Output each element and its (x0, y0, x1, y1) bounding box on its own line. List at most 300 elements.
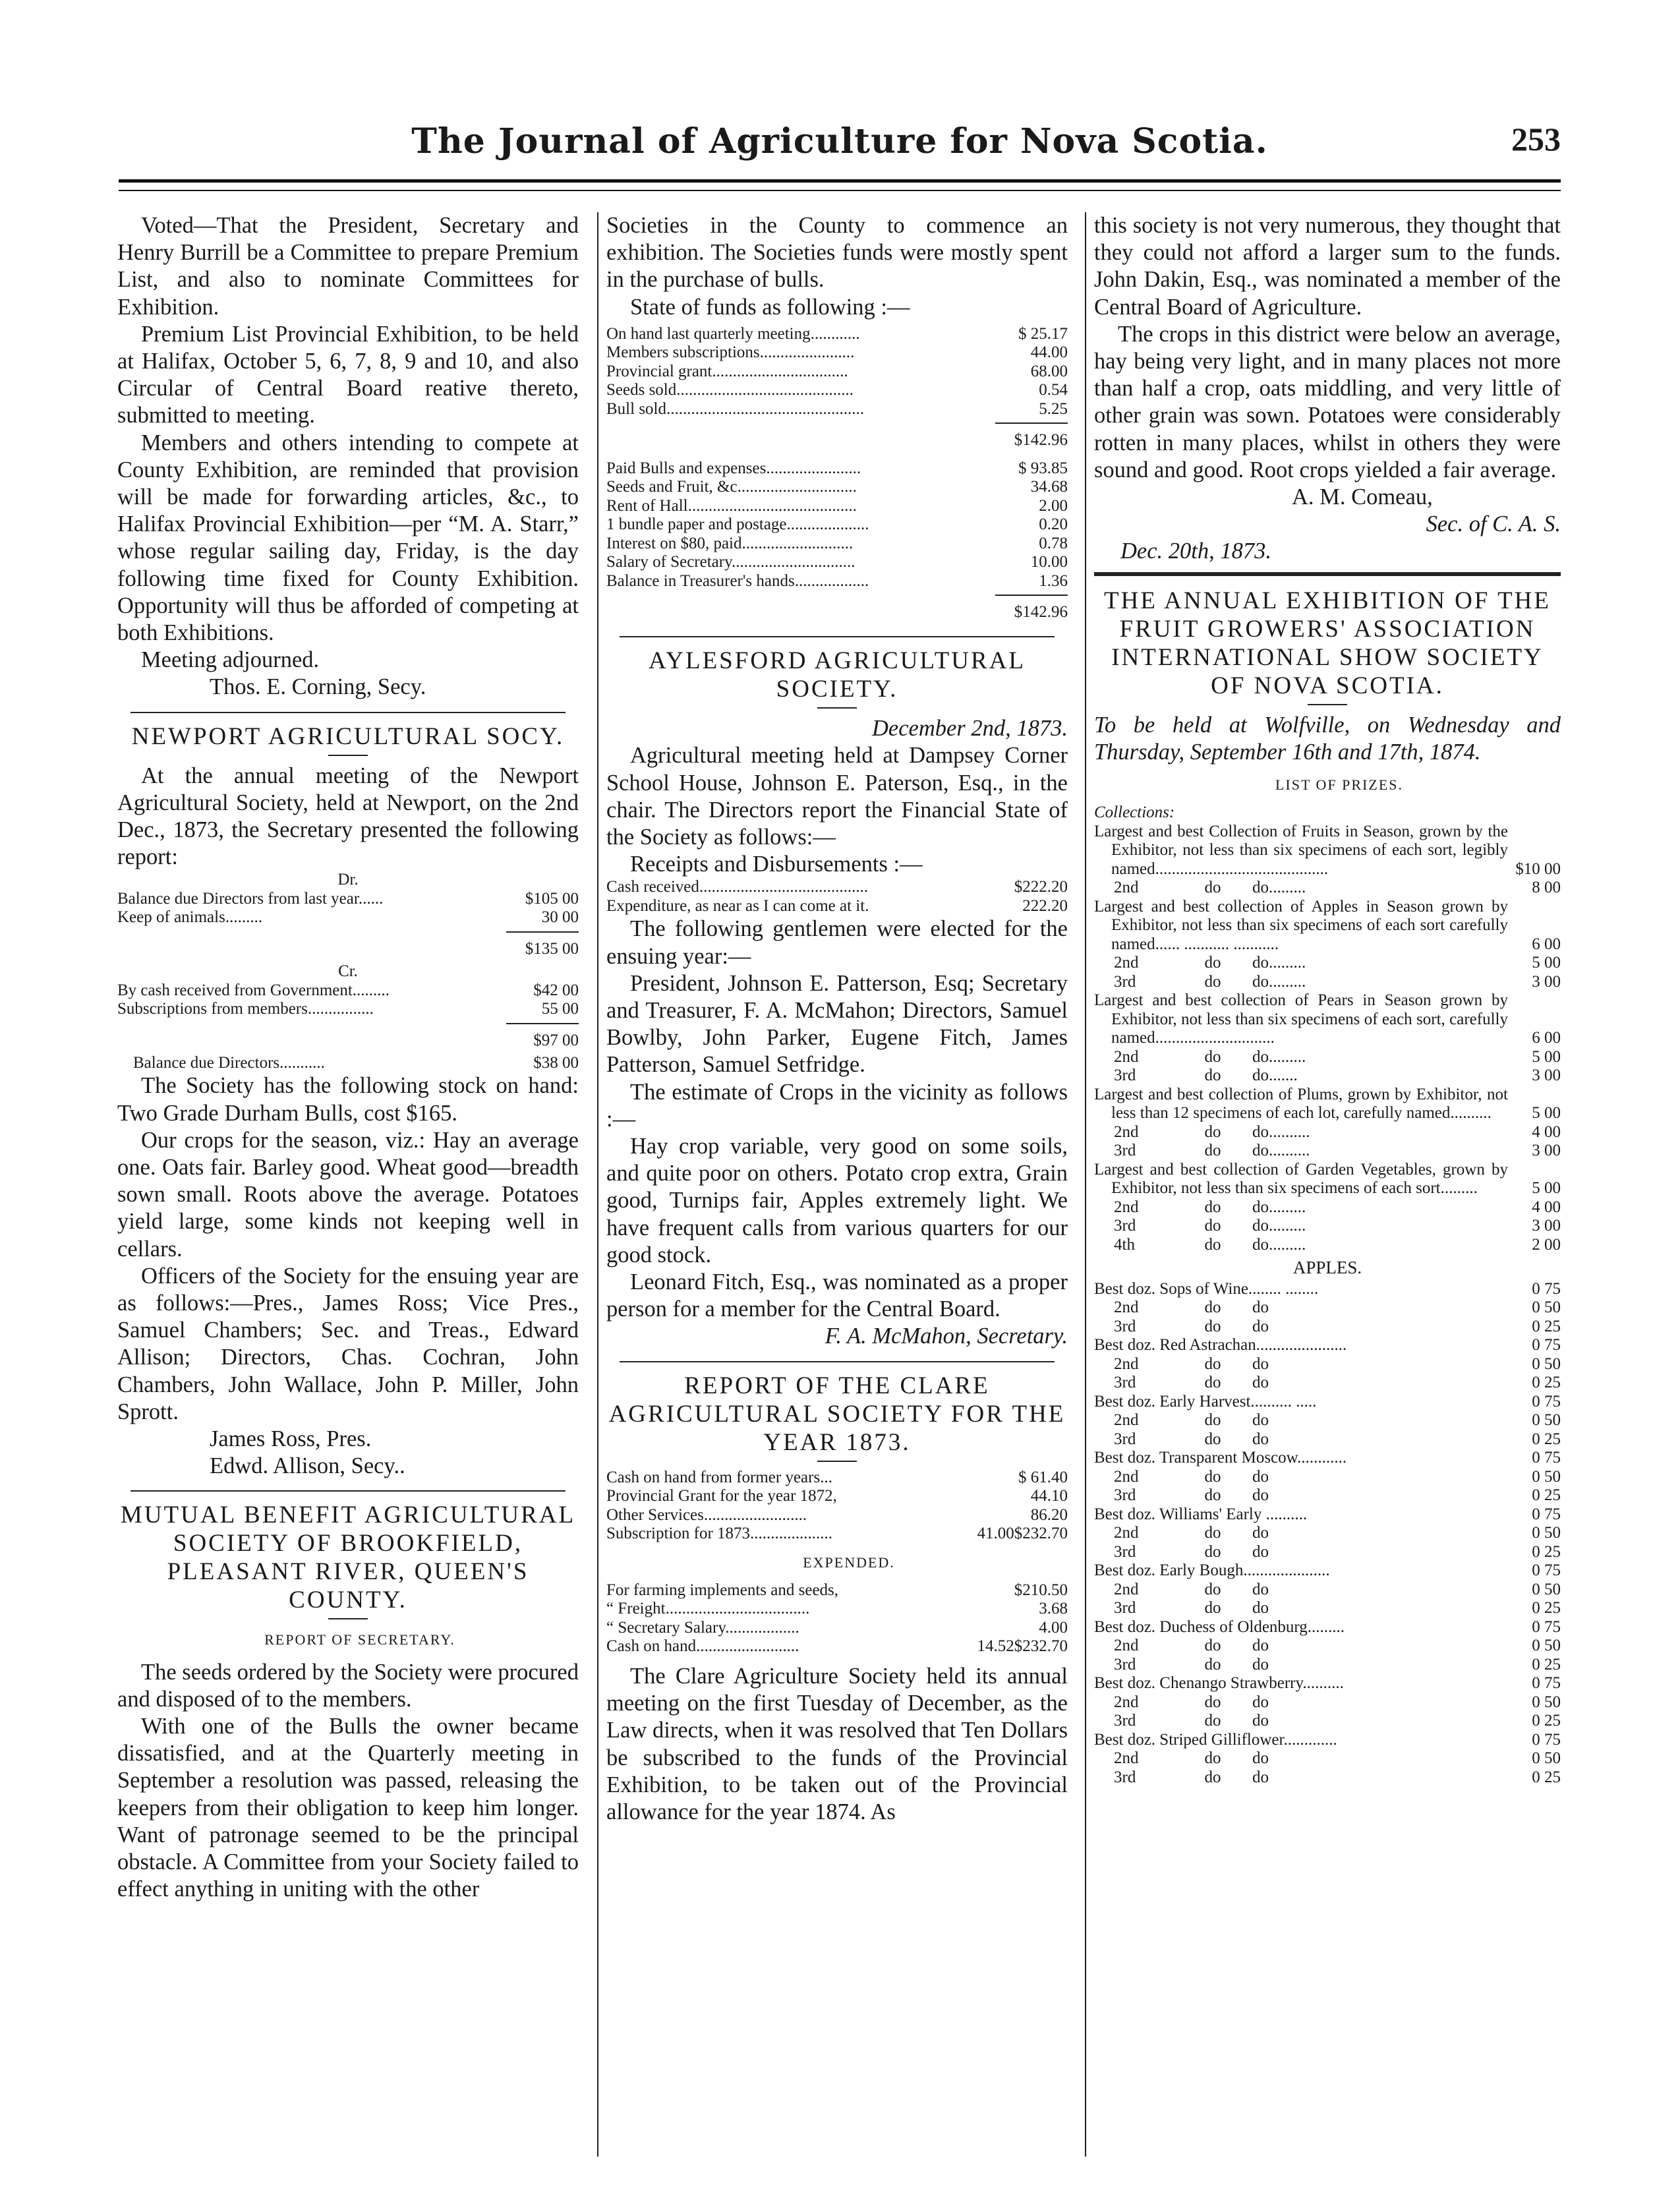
section-rule (620, 1361, 1055, 1362)
prize-value: $10 00 (1515, 859, 1561, 878)
row-value: 10.00 (1030, 553, 1068, 571)
apple-entry (1094, 1505, 1561, 1562)
prize-cell: 3rd (1114, 1599, 1136, 1617)
prize-cell: do (1204, 1317, 1221, 1335)
prize-list (1094, 823, 1561, 1255)
prize-cell: do (1204, 1768, 1221, 1786)
table-row (606, 515, 1068, 535)
prize-row (1094, 1236, 1561, 1255)
short-rule (817, 1461, 857, 1462)
list-heading: LIST OF PRIZES. (1275, 776, 1403, 794)
section-heading: REPORT OF THE CLARE AGRICULTURAL SOCIETY FOR THE YEAR 1873. (608, 1372, 1066, 1456)
table-row (606, 1637, 1068, 1656)
prize-entry (1094, 991, 1561, 1086)
date-text: Dec. 20th, 1873. (1120, 538, 1272, 564)
prize-entry (1094, 898, 1561, 992)
prize-cell: 0 25 (1532, 1655, 1561, 1674)
prize-cell: do (1252, 1430, 1269, 1448)
row-label: Expenditure, as near as I can come at it. (606, 896, 869, 915)
prize-cell: do (1204, 1142, 1221, 1160)
row-value: 5.25 (1039, 399, 1068, 418)
prize-cell: do (1252, 1317, 1269, 1335)
prize-cell: 2nd (1114, 879, 1139, 897)
subheading: EXPENDED. (803, 1554, 895, 1571)
cr-table (117, 981, 579, 1019)
prize-cell: do (1252, 1580, 1269, 1598)
prize-cell: do......... (1252, 1047, 1306, 1066)
prize-cell: do (1204, 1374, 1221, 1392)
row-label: Cash on hand from former years... (606, 1468, 832, 1486)
prize-cell: 0 25 (1532, 1374, 1561, 1392)
prize-cell: 2nd (1114, 1524, 1139, 1542)
prize-cell: 0 25 (1532, 1430, 1561, 1448)
row-value: $210.50 (1014, 1581, 1068, 1599)
prize-cell: do....... (1252, 1066, 1298, 1085)
prize-cell: do (1204, 1749, 1221, 1768)
apple-entry (1094, 1731, 1561, 1788)
row-label: Interest on $80, paid........................... (606, 534, 854, 552)
prize-description: Largest and best collection of Plums, grown by Exhibitor, not less than 12 specimens of each lot, carefully named.......... (1094, 1085, 1508, 1122)
prize-value: 0 75 (1532, 1730, 1561, 1749)
prize-cell: 2nd (1114, 1354, 1139, 1373)
prize-cell: 0 25 (1532, 1712, 1561, 1730)
row-value: 2.00 (1039, 496, 1068, 515)
prize-cell: 0 50 (1532, 1580, 1561, 1598)
table-row (117, 1054, 579, 1073)
row-value: $42 00 (533, 981, 579, 999)
prize-row (1094, 1731, 1561, 1750)
prize-cell: 0 50 (1532, 1354, 1561, 1373)
prize-row (1094, 1524, 1561, 1543)
prize-cell: do (1252, 1467, 1269, 1486)
table-total: $142.96 (995, 422, 1068, 453)
paragraph: At the annual meeting of the Newport Agricultural Society, held at Newport, on the 2nd Dec., 1873, the Secretary presented the following report: (117, 763, 579, 870)
prize-row (1094, 1561, 1561, 1581)
table-row (606, 878, 1068, 897)
table-row (606, 1600, 1068, 1619)
prize-cell: 3rd (1114, 972, 1136, 991)
row-value: $ 25.17 (1018, 324, 1068, 343)
prize-cell: 2nd (1114, 1749, 1139, 1768)
row-value: 0.20 (1039, 515, 1068, 534)
prize-row (1094, 973, 1561, 992)
prize-cell: 3 00 (1532, 972, 1561, 991)
table-row (606, 363, 1068, 382)
prize-row (1094, 1712, 1561, 1731)
prize-cell: do (1252, 1599, 1269, 1617)
column-2 (606, 212, 1068, 1826)
prize-cell: 3 00 (1532, 1217, 1561, 1235)
row-label: “ Secretary Salary.................. (606, 1618, 799, 1637)
prize-cell: do......... (1252, 1217, 1306, 1235)
prize-cell: do (1204, 1198, 1221, 1216)
table-row (606, 553, 1068, 572)
prize-cell: do (1252, 1693, 1269, 1711)
section-rule (130, 712, 566, 713)
prize-cell: 2nd (1114, 1411, 1139, 1430)
paragraph: Agricultural meeting held at Dampsey Corner School House, Johnson E. Paterson, Esq., in the chair. The Directors report the Financial State of the Society as follows:— (606, 743, 1068, 850)
table-row (606, 459, 1068, 479)
prize-row (1094, 1674, 1561, 1693)
paragraph: The crops in this district were below an average, hay being very light, and in many places not more than half a crop, oats middling, and very little of other grain was sown. Potatoes were considerably rotten in many places, whilst in others they were sound and good. Root crops yielded a fair average. (1094, 321, 1561, 482)
row-value: $38 00 (533, 1053, 579, 1072)
paragraph: Leonard Fitch, Esq., was nominated as a proper person for a member for the Central Board. (606, 1269, 1068, 1322)
row-label: Rent of Hall......................................... (606, 496, 857, 515)
prize-cell: do (1204, 1298, 1221, 1317)
paragraph: The Society has the following stock on hand: Two Grade Durham Bulls, cost $165. (117, 1073, 579, 1126)
prize-row (1094, 1123, 1561, 1142)
row-value: $222.20 (1014, 878, 1068, 896)
prize-cell: 3rd (1114, 1768, 1136, 1786)
table-row (606, 1581, 1068, 1600)
account-cr-label: Cr. (338, 962, 358, 981)
column-3 (1094, 212, 1561, 1787)
prize-cell: 0 25 (1532, 1486, 1561, 1505)
prize-row (1094, 1693, 1561, 1712)
prize-cell: do.......... (1252, 1122, 1310, 1141)
prize-row (1094, 1318, 1561, 1337)
prize-cell: do (1204, 972, 1221, 991)
apple-variety: Best doz. Chenango Strawberry.......... (1094, 1674, 1344, 1693)
paragraph: Officers of the Society for the ensuing year are as follows:—Pres., James Ross; Vice Pres., Samuel Chambers; Sec. and Treas., Edward Allison; Directors, Chas. Cochran, John Chambers, John Wallace, John P. Miller, John Sprott. (117, 1263, 579, 1424)
table-row (606, 478, 1068, 497)
prize-cell: do (1204, 1542, 1221, 1561)
prize-cell: 5 00 (1532, 1047, 1561, 1066)
prize-cell: do (1204, 954, 1221, 972)
table-row (117, 908, 579, 927)
prize-row (1094, 1637, 1561, 1656)
paragraph: State of funds as following :— (630, 294, 910, 320)
section-heading: AYLESFORD AGRICULTURAL SOCIETY. (648, 647, 1026, 703)
row-label: Keep of animals......... (117, 908, 263, 927)
prize-row (1094, 1581, 1561, 1600)
apple-variety: Best doz. Early Bough..................... (1094, 1561, 1330, 1580)
prize-cell: do (1252, 1298, 1269, 1317)
prize-value: 0 75 (1532, 1561, 1561, 1580)
prize-row (1094, 1280, 1561, 1299)
row-value: 68.00 (1030, 362, 1068, 380)
prize-cell: 3rd (1114, 1486, 1136, 1505)
prize-cell: 2nd (1114, 954, 1139, 972)
section-heading: THE ANNUAL EXHIBITION OF THE FRUIT GROWERS' ASSOCIATION INTERNATIONAL SHOW SOCIETY OF NOVA SCOTIA. (1104, 587, 1551, 699)
row-label: Cash received......................................... (606, 878, 869, 896)
prize-cell: 0 25 (1532, 1317, 1561, 1335)
column-1 (117, 212, 579, 1903)
prize-cell: do (1204, 1655, 1221, 1674)
prize-cell: 3rd (1114, 1542, 1136, 1561)
apple-variety: Best doz. Sops of Wine........ ........ (1094, 1279, 1319, 1298)
paragraph: With one of the Bulls the owner became dissatisfied, and at the Quarterly meeting in September a resolution was passed, releasing the keepers from their obligation to keep him longer. Want of patronage seemed to be the principal obstacle. A Committee from your Society failed to effect anything in uniting with the other (117, 1714, 579, 1902)
prize-cell: 0 50 (1532, 1524, 1561, 1542)
apple-entry (1094, 1393, 1561, 1449)
prize-cell: do (1252, 1768, 1269, 1786)
page-number: 253 (1511, 121, 1561, 158)
prize-row (1094, 1086, 1561, 1123)
dr-table (117, 890, 579, 927)
prize-value: 0 75 (1532, 1336, 1561, 1354)
paragraph: The Clare Agriculture Society held its annual meeting on the first Tuesday of December, as the Law directs, when it was resolved that Ten Dollars be subscribed to the funds of the Provincial Exhibition, to be taken out of the Provincial allowance for the year 1874. As (606, 1663, 1068, 1824)
prize-cell: do (1252, 1712, 1269, 1730)
prize-cell: 0 50 (1532, 1637, 1561, 1655)
funds-table (606, 325, 1068, 419)
prize-cell: 3rd (1114, 1374, 1136, 1392)
prize-entry (1094, 823, 1561, 898)
account-dr-label: Dr. (337, 871, 359, 889)
apple-prize-list (1094, 1280, 1561, 1788)
prize-cell: do (1204, 1122, 1221, 1141)
table-row (606, 572, 1068, 591)
row-label: Other Services......................... (606, 1505, 807, 1524)
prize-row (1094, 1142, 1561, 1161)
date-text: December 2nd, 1873. (871, 716, 1068, 742)
prize-cell: do (1252, 1655, 1269, 1674)
table-row (606, 897, 1068, 916)
prize-row (1094, 1411, 1561, 1430)
signature: James Ross, Pres. (210, 1426, 372, 1452)
prize-cell: do (1204, 1524, 1221, 1542)
prize-row (1094, 1486, 1561, 1505)
prize-row (1094, 1298, 1561, 1318)
table-row (606, 497, 1068, 516)
prize-description: Largest and best collection of Apples in Season grown by Exhibitor, not less than six specimens of each sort carefully named...... ........... ........... (1094, 897, 1508, 953)
signature-text: Sec. of C. A. S. (1426, 511, 1561, 537)
section-subheading: APPLES. (1292, 1258, 1362, 1278)
row-value: 55 00 (541, 1000, 579, 1018)
prize-cell: 0 25 (1532, 1599, 1561, 1617)
section-heading: MUTUAL BENEFIT AGRICULTURAL SOCIETY OF BROOKFIELD, PLEASANT RIVER, QUEEN'S COUNTY. (120, 1501, 576, 1614)
paragraph: Members and others intending to compete at County Exhibition, are reminded that provision will be made for forwarding articles, &c., to Halifax Provincial Exhibition—per “M. A. Starr,” whose regular sailing day, Friday, is the day following time fixed for County Exhibition. Opportunity will thus be afforded of competing at both Exhibitions. (117, 430, 579, 646)
prize-cell: 2nd (1114, 1298, 1139, 1317)
prize-entry (1094, 1086, 1561, 1161)
apple-variety: Best doz. Transparent Moscow............ (1094, 1449, 1347, 1467)
table-row (117, 890, 579, 909)
signature (606, 1323, 1068, 1350)
clare-table (606, 1469, 1068, 1544)
row-value: 222.20 (1022, 896, 1068, 915)
row-value: 44.10 (1030, 1487, 1068, 1505)
apple-variety: Best doz. Williams' Early .......... (1094, 1505, 1308, 1523)
row-label: Bull sold................................................ (606, 399, 864, 418)
prize-row (1094, 898, 1561, 954)
prize-cell: 0 50 (1532, 1467, 1561, 1486)
row-label: By cash received from Government......... (117, 981, 390, 999)
subheading (1094, 712, 1561, 766)
prize-row (1094, 1393, 1561, 1412)
table-row (606, 1469, 1068, 1488)
prize-row (1094, 1374, 1561, 1393)
apple-entry (1094, 1561, 1561, 1618)
row-label: 1 bundle paper and postage.................... (606, 515, 869, 534)
prize-row (1094, 991, 1561, 1048)
prize-cell: do (1204, 1066, 1221, 1085)
prize-row (1094, 1217, 1561, 1236)
prize-cell: 3 00 (1532, 1142, 1561, 1160)
prize-cell: 3rd (1114, 1712, 1136, 1730)
page-header (119, 117, 1561, 163)
prize-cell: do (1204, 1217, 1221, 1235)
prize-row (1094, 1066, 1561, 1086)
prize-cell: do (1204, 1467, 1221, 1486)
row-value: 86.20 (1030, 1505, 1068, 1524)
prize-cell: 3 00 (1532, 1066, 1561, 1085)
apple-variety: Best doz. Striped Gilliflower............. (1094, 1730, 1337, 1749)
table-row (117, 1000, 579, 1019)
prize-value: 0 75 (1532, 1279, 1561, 1298)
prize-cell: do......... (1252, 1235, 1306, 1254)
signature-text: F. A. McMahon, Secretary. (825, 1324, 1068, 1349)
apple-variety: Best doz. Duchess of Oldenburg......... (1094, 1617, 1345, 1636)
prize-cell: 2nd (1114, 1467, 1139, 1486)
row-value: $ 93.85 (1018, 459, 1068, 477)
subheading: REPORT OF SECRETARY. (264, 1631, 455, 1648)
paragraph: The estimate of Crops in the vicinity as follows :— (606, 1079, 1068, 1132)
paragraph: Hay crop variable, very good on some soils, and quite poor on others. Potato crop extra, Grain good, Turnips fair, Apples extremely light. We have frequent calls from various quarters for our good stock. (606, 1134, 1068, 1267)
table-total: $135 00 (506, 931, 579, 962)
prize-cell: do (1204, 1047, 1221, 1066)
prize-cell: do (1252, 1749, 1269, 1768)
signature: A. M. Comeau, (1292, 484, 1433, 510)
prize-cell: 3rd (1114, 1142, 1136, 1160)
apple-entry (1094, 1449, 1561, 1505)
prize-cell: 2nd (1114, 1580, 1139, 1598)
dateline (1094, 538, 1561, 565)
row-label: Salary of Secretary.............................. (606, 553, 856, 571)
subheading-text: To be held at Wolfville, on Wednesday and Thursday, September 16th and 17th, 1874. (1094, 712, 1561, 765)
short-rule (1308, 704, 1347, 705)
short-rule (817, 707, 857, 709)
prize-cell: do (1204, 1430, 1221, 1448)
apple-entry (1094, 1674, 1561, 1731)
prize-entry (1094, 1161, 1561, 1255)
prize-row (1094, 1468, 1561, 1487)
signature: Thos. E. Corning, Secy. (210, 674, 426, 700)
prize-cell: 2nd (1114, 1198, 1139, 1216)
journal-title: The Journal of Agriculture for Nova Scotia. (411, 121, 1268, 161)
prize-cell: do (1252, 1637, 1269, 1655)
row-label: On hand last quarterly meeting............ (606, 324, 860, 343)
paragraph: Receipts and Disbursements :— (630, 852, 923, 877)
table-total: $97 00 (506, 1023, 579, 1054)
apple-variety: Best doz. Red Astrachan...................... (1094, 1336, 1347, 1354)
prize-cell: do (1252, 1411, 1269, 1430)
prize-description: Largest and best Collection of Fruits in Season, grown by the Exhibitor, not less than six specimens of each sort, legibly named.......................................... (1094, 822, 1508, 878)
header-rule (119, 179, 1561, 183)
paragraph: President, Johnson E. Patterson, Esq; Secretary and Treasurer, F. A. McMahon; Directors, Samuel Bowlby, John Parker, Eugene Fitch, James Patterson, Samuel Setfridge. (606, 970, 1068, 1078)
paragraph: Premium List Provincial Exhibition, to be held at Halifax, October 5, 6, 7, 8, 9 and 10, and also Circular of Central Board reative thereto, submitted to meeting. (117, 321, 579, 428)
row-label: Balance due Directors........... (133, 1053, 325, 1072)
row-label: Subscription for 1873.................... (606, 1525, 833, 1543)
section-rule (130, 1490, 566, 1492)
table-row (606, 1525, 1068, 1544)
signature: Edwd. Allison, Secy.. (210, 1453, 405, 1479)
row-label: Seeds sold........................................... (606, 381, 854, 399)
prize-value: 6 00 (1532, 935, 1561, 953)
prize-cell: 4 00 (1532, 1122, 1561, 1141)
prize-cell: do......... (1252, 879, 1306, 897)
prize-cell: 0 50 (1532, 1411, 1561, 1430)
prize-row (1094, 1505, 1561, 1525)
prize-cell: 5 00 (1532, 954, 1561, 972)
prize-row (1094, 1543, 1561, 1562)
prize-description: Largest and best collection of Garden Vegetables, grown by Exhibitor, not less than six specimens of each sort......... (1094, 1160, 1508, 1198)
prize-cell: do (1204, 1712, 1221, 1730)
section-rule (620, 636, 1055, 637)
prize-cell: do......... (1252, 954, 1306, 972)
paragraph: The following gentlemen were elected for the ensuing year:— (606, 916, 1068, 969)
prize-cell: do (1204, 1486, 1221, 1505)
dateline (606, 715, 1068, 742)
row-label: Provincial grant................................. (606, 362, 848, 380)
prize-cell: 0 50 (1532, 1693, 1561, 1711)
prize-cell: 2nd (1114, 1693, 1139, 1711)
paragraph: Our crops for the season, viz.: Hay an average one. Oats fair. Barley good. Wheat good—breadth sown small. Roots above the average. Potatoes yield large, some kinds not keeping well in cellars. (117, 1127, 579, 1262)
row-label: Seeds and Fruit, &c............................. (606, 478, 857, 496)
row-label: For farming implements and seeds, (606, 1581, 839, 1599)
prize-cell: 0 25 (1532, 1542, 1561, 1561)
prize-value: 5 00 (1532, 1179, 1561, 1198)
row-label: Cash on hand......................... (606, 1637, 799, 1656)
table-row (606, 343, 1068, 363)
prize-row (1094, 1656, 1561, 1675)
prize-cell: do (1204, 879, 1221, 897)
prize-row (1094, 823, 1561, 879)
prize-cell: 4 00 (1532, 1198, 1561, 1216)
prize-row (1094, 1336, 1561, 1355)
table-row (117, 981, 579, 1001)
prize-cell: 2nd (1114, 1637, 1139, 1655)
prize-cell: do (1204, 1693, 1221, 1711)
prize-cell: 2nd (1114, 1122, 1139, 1141)
table-row (606, 1619, 1068, 1638)
row-label: Balance in Treasurer's hands.................. (606, 571, 869, 590)
prize-row (1094, 1048, 1561, 1067)
prize-value: 5 00 (1532, 1104, 1561, 1122)
prize-row (1094, 1749, 1561, 1768)
prize-cell: 4th (1114, 1235, 1135, 1254)
prize-value: 6 00 (1532, 1029, 1561, 1047)
row-value: 34.68 (1030, 478, 1068, 496)
header-rule-thin (119, 190, 1561, 191)
row-value: 0.54 (1039, 381, 1068, 399)
row-label: Paid Bulls and expenses....................... (606, 459, 861, 477)
apple-entry (1094, 1280, 1561, 1337)
prize-cell: do.......... (1252, 1142, 1310, 1160)
column-divider (1085, 212, 1086, 2157)
prize-row (1094, 1768, 1561, 1788)
expended-table (606, 1581, 1068, 1656)
prize-row (1094, 1618, 1561, 1637)
section-rule (1094, 572, 1561, 576)
row-value: 41.00$232.70 (977, 1525, 1068, 1543)
prize-value: 0 75 (1532, 1674, 1561, 1693)
prize-cell: 2nd (1114, 1047, 1139, 1066)
prize-cell: do (1252, 1542, 1269, 1561)
short-rule (328, 1618, 368, 1619)
row-value: 0.78 (1039, 534, 1068, 552)
prize-cell: do (1252, 1374, 1269, 1392)
paragraph: Societies in the County to commence an exhibition. The Societies funds were mostly spent in the purchase of bulls. (606, 213, 1068, 293)
column-divider (597, 212, 598, 2157)
prize-cell: do (1204, 1235, 1221, 1254)
prize-cell: do (1204, 1354, 1221, 1373)
section-heading: NEWPORT AGRICULTURAL SOCY. (131, 722, 565, 750)
prize-row (1094, 1198, 1561, 1217)
prize-row (1094, 1161, 1561, 1198)
prize-value: 0 75 (1532, 1392, 1561, 1411)
row-value: 14.52$232.70 (977, 1637, 1068, 1656)
apple-variety: Best doz. Early Harvest.......... ..... (1094, 1392, 1317, 1411)
prize-cell: 3rd (1114, 1066, 1136, 1085)
